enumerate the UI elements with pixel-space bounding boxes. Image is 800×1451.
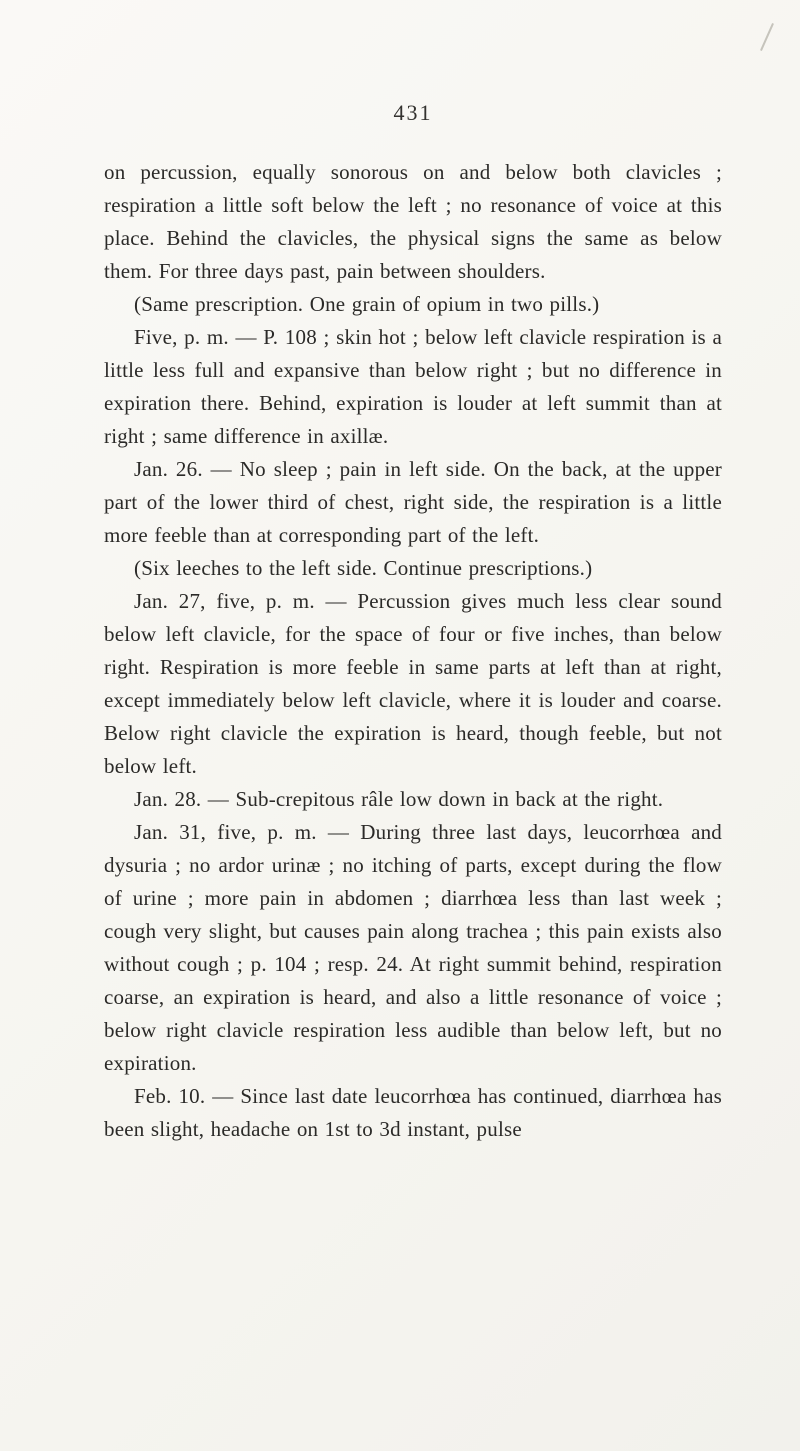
paragraph: on percussion, equally sonorous on and below both clavicles ; respiration a little soft below the left ; no resonance of voice at this place. Behind the clavicles, the physical signs the same as below them. For three days past, pain between shoulders. bbox=[104, 160, 722, 283]
paragraph: Jan. 26. — No sleep ; pain in left side. On the back, at the upper part of the lower third of chest, right side, the respiration is a little more feeble than at corresponding part of the left. bbox=[104, 457, 722, 547]
paragraph: (Six leeches to the left side. Continue prescriptions.) bbox=[134, 556, 593, 580]
body-text bbox=[104, 156, 722, 1146]
text-block bbox=[104, 100, 722, 1146]
paragraph: Jan. 31, five, p. m. — During three last days, leucorrhœa and dysuria ; no ardor urinæ ; no itching of parts, except during the flow of urine ; more pain in abdomen ; diarrhœa less than last week ; cough very slight, but causes pain along trachea ; this pain exists also without cough ; p. 104 ; resp. 24. At right summit behind, respiration coarse, an expiration is heard, and also a little resonance of voice ; below right clavicle respiration less audible than below left, but no expiration. bbox=[104, 820, 722, 1075]
paragraph: Jan. 27, five, p. m. — Percussion gives much less clear sound below left clavicle, for the space of four or five inches, than below right. Respiration is more feeble in same parts at left than at right, except immediately below left clavicle, where it is louder and coarse. Below right clavicle the expiration is heard, though feeble, but not below left. bbox=[104, 589, 722, 778]
paragraph: (Same prescription. One grain of opium in two pills.) bbox=[134, 292, 600, 316]
paragraph: Five, p. m. — P. 108 ; skin hot ; below left clavicle respiration is a little less full and expansive than below right ; but no difference in expiration there. Behind, expiration is louder at left summit than at right ; same difference in axillæ. bbox=[104, 325, 722, 448]
paragraph: Feb. 10. — Since last date leucorrhœa has continued, diarrhœa has been slight, headache on 1st to 3d instant, pulse bbox=[104, 1084, 722, 1141]
paragraph: Jan. 28. — Sub-crepitous râle low down in back at the right. bbox=[134, 787, 664, 811]
page-number: 431 bbox=[393, 100, 433, 125]
pen-mark bbox=[760, 23, 774, 51]
